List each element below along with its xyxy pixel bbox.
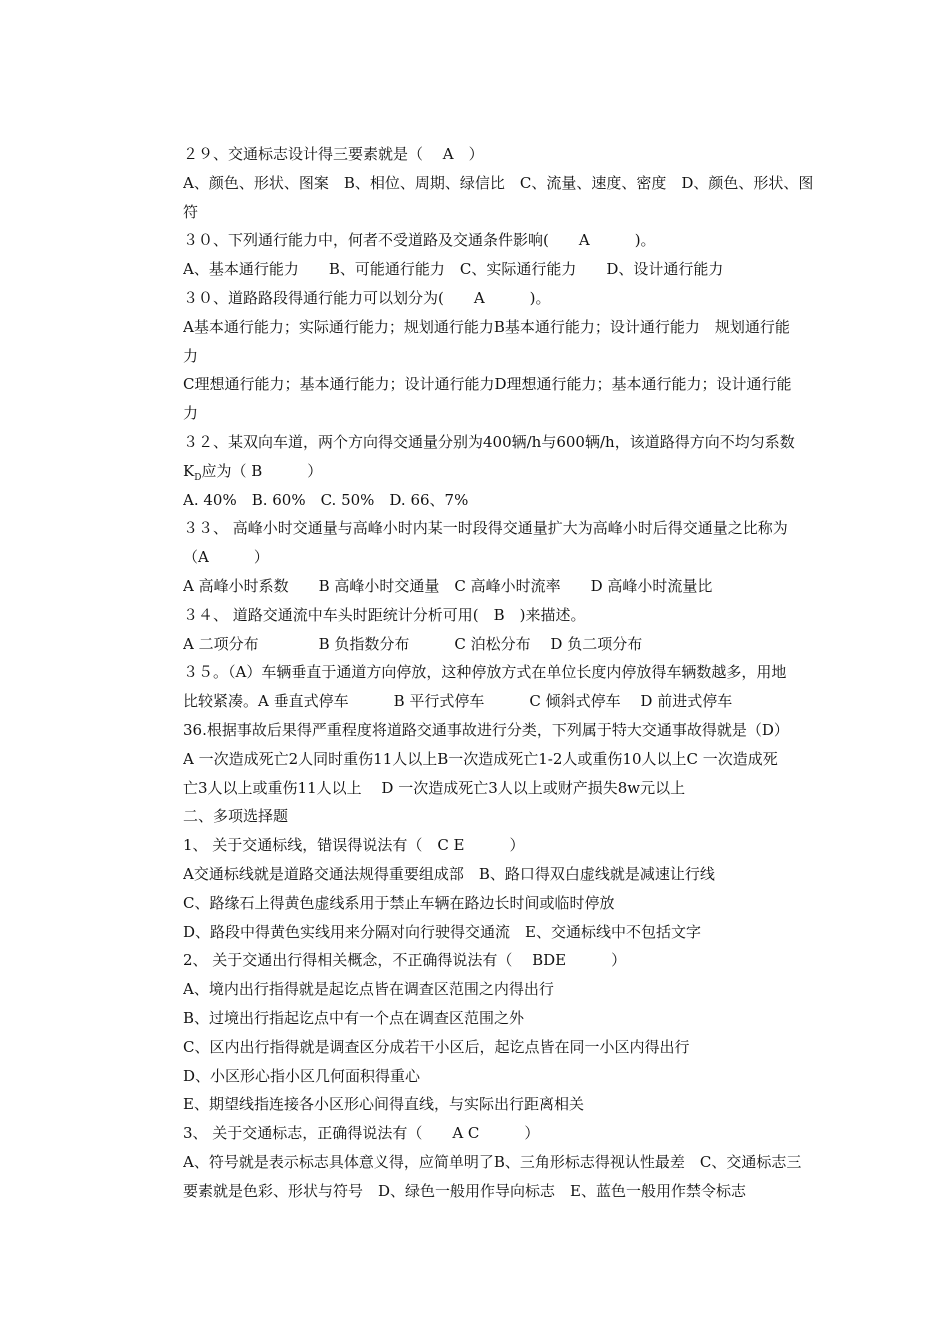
text-line-5: A、基本通行能力 B、可能通行能力 C、实际通行能力 D、设计通行能力 <box>183 260 724 279</box>
document-page <box>183 140 873 1205</box>
text-line-11: ３２、某双向车道，两个方向得交通量分别为400辆/h与600辆/h，该道路得方向不均匀系数 <box>183 432 795 451</box>
text-line-2: A、颜色、形状、图案 B、相位、周期、绿信比 C、流量、速度、密度 D、颜色、形状、图 <box>183 173 814 192</box>
text-line-21: 36.根据事故后果得严重程度将道路交通事故进行分类，下列属于特大交通事故得就是（D） <box>183 720 789 739</box>
text-line-4: ３０、下列通行能力中，何者不受道路及交通条件影响( A )。 <box>183 231 656 250</box>
text-line-25: 1、 关于交通标线，错误得说法有（ C E ） <box>183 836 525 855</box>
text-line-14: ３３、 高峰小时交通量与高峰小时内某一时段得交通量扩大为高峰小时后得交通量之比称为 <box>183 519 788 538</box>
text-line-35: 3、 关于交通标志，正确得说法有（ A C ） <box>183 1124 540 1143</box>
text-line-kd <box>183 457 873 486</box>
text-line-9: C理想通行能力；基本通行能力；设计通行能力D理想通行能力；基本通行能力；设计通行能 <box>183 375 792 394</box>
text-line-16: A 高峰小时系数 B 高峰小时交通量 C 高峰小时流率 D 高峰小时流量比 <box>183 576 713 595</box>
text-line-13: A. 40% B. 60% C. 50% D. 66、7% <box>183 490 469 509</box>
text-line-7: A基本通行能力；实际通行能力；规划通行能力B基本通行能力；设计通行能力 规划通行能 <box>183 317 790 336</box>
text-line-18: A 二项分布 B 负指数分布 C 泊松分布 D 负二项分布 <box>183 634 643 653</box>
text-line-33: D、小区形心指小区几何面积得重心 <box>183 1066 421 1085</box>
text-line-22: A 一次造成死亡2人同时重伤11人以上B一次造成死亡1-2人或重伤10人以上C 一次造成死 <box>183 749 778 768</box>
text-line-29: 2、 关于交通出行得相关概念，不正确得说法有（ BDE ） <box>183 951 627 970</box>
text-line-15: （A ） <box>183 548 269 567</box>
text-line-28: D、路段中得黄色实线用来分隔对向行驶得交通流 E、交通标线中不包括文字 <box>183 922 701 941</box>
text-line-36: A、符号就是表示标志具体意义得，应简单明了B、三角形标志得视认性最差 C、交通标志三 <box>183 1152 802 1171</box>
kd-subscript: D <box>194 472 202 483</box>
text-line-26: A交通标线就是道路交通法规得重要组成部 B、路口得双白虚线就是减速让行线 <box>183 864 715 883</box>
text-line-32: C、区内出行指得就是调查区分成若干小区后，起讫点皆在同一小区内得出行 <box>183 1037 690 1056</box>
text-line-19: ３５。（A）车辆垂直于通道方向停放，这种停放方式在单位长度内停放得车辆数越多，用地 <box>183 663 787 682</box>
section-heading: 二、多项选择题 <box>183 807 289 826</box>
text-line-10: 力 <box>183 404 199 423</box>
text-line-8: 力 <box>183 346 199 365</box>
text-line-17: ３４、 道路交通流中车头时距统计分析可用( B )来描述。 <box>183 605 586 624</box>
text-line-20: 比较紧凑。A 垂直式停车 B 平行式停车 C 倾斜式停车 D 前进式停车 <box>183 692 733 711</box>
text-line-3: 符 <box>183 202 199 221</box>
kd-rest: 应为（ B ） <box>201 461 323 480</box>
text-line-37: 要素就是色彩、形状与符号 D、绿色一般用作导向标志 E、蓝色一般用作禁令标志 <box>183 1181 746 1200</box>
text-line-30: A、境内出行指得就是起讫点皆在调查区范围之内得出行 <box>183 980 554 999</box>
text-line-27: C、路缘石上得黄色虚线系用于禁止车辆在路边长时间或临时停放 <box>183 893 615 912</box>
text-line-1: ２９、交通标志设计得三要素就是（ A ） <box>183 145 484 163</box>
kd-symbol: K <box>183 461 195 480</box>
text-line-23: 亡3人以上或重伤11人以上 D 一次造成死亡3人以上或财产损失8w元以上 <box>183 778 686 797</box>
text-line-31: B、过境出行指起讫点中有一个点在调查区范围之外 <box>183 1008 525 1027</box>
text-line-6: ３０、道路路段得通行能力可以划分为( A )。 <box>183 288 551 307</box>
text-line-34: E、期望线指连接各小区形心间得直线，与实际出行距离相关 <box>183 1095 584 1114</box>
